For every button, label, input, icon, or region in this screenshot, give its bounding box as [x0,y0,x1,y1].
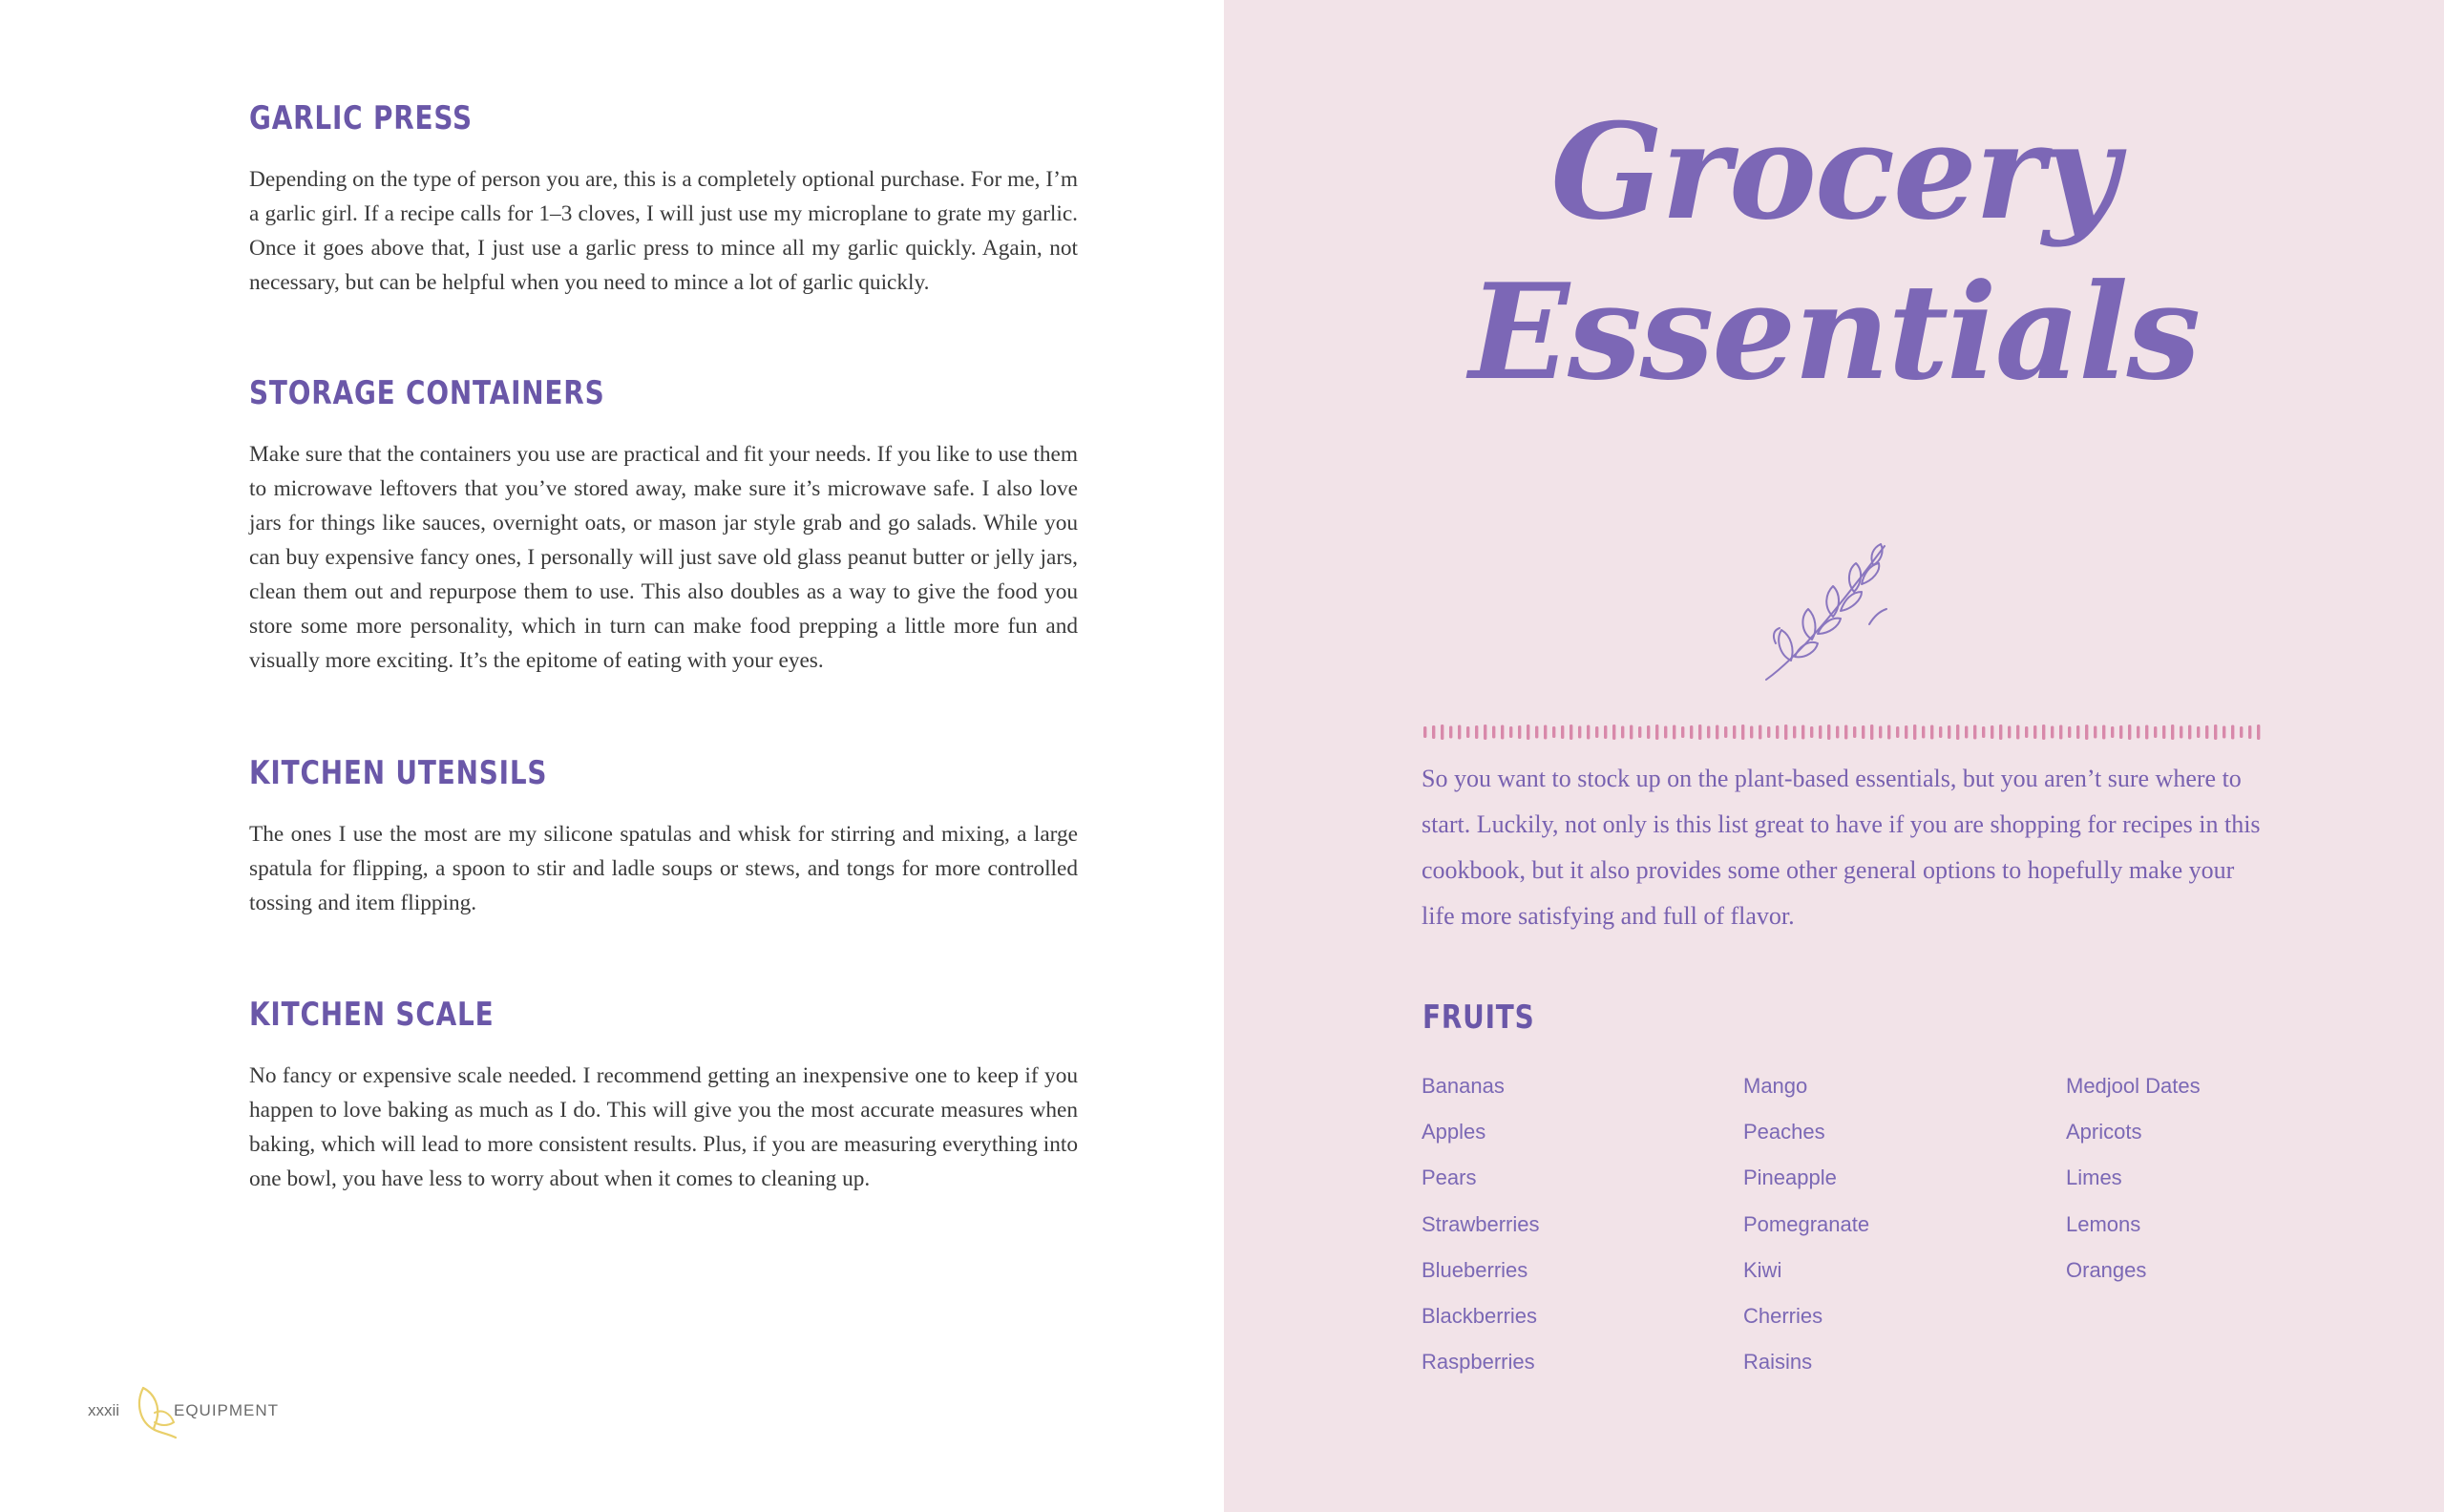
divider-dash [1862,725,1865,739]
divider-dash [1982,726,1985,738]
divider-dash [1827,724,1830,740]
divider-dash [1741,724,1744,740]
divider-dash [1630,725,1633,740]
divider-dash [1905,725,1907,739]
divider-dash [1484,724,1486,740]
divider-dash [1810,726,1813,738]
divider-dash [2257,724,2260,740]
divider-dash [2085,724,2088,740]
list-item: Raisins [1743,1350,1813,1375]
divider-dash [1922,726,1925,739]
list-item: Raspberries [1422,1350,1535,1375]
divider-dash [1578,726,1581,739]
divider-dash [1956,724,1959,740]
divider-dash [1733,725,1736,739]
list-item: Lemons [2066,1211,2141,1236]
divider-dash [2180,726,2182,739]
divider-dash [2033,725,2036,739]
divider-dash [2214,724,2217,740]
divider-dash [1793,726,1796,739]
divider-dash [1432,725,1435,739]
divider-dash [1965,726,1968,739]
leaf-sprig-icon [1762,540,1898,683]
divider-dash [1844,725,1847,740]
divider-dash [2111,726,2114,738]
divider-dash [1492,726,1495,739]
divider-dash [1595,726,1598,738]
divider-dash [2068,726,2071,738]
list-item: Pears [1422,1166,1477,1190]
divider-dash [2197,726,2200,738]
divider-dash [1638,726,1641,738]
list-item: Pineapple [1743,1166,1837,1190]
section-heading: STORAGE CONTAINERS [249,374,605,412]
divider-dash [1948,725,1950,739]
divider-dash [1724,726,1727,738]
list-item: Pomegranate [1743,1211,1870,1236]
divider-dash [2094,726,2096,739]
section-heading: GARLIC PRESS [249,99,473,137]
divider-dash [2076,725,2079,739]
divider-dash [1535,726,1538,739]
divider-dash [1587,725,1590,740]
divider-dash [1466,726,1469,738]
divider-dash [1870,724,1873,740]
divider-dash [1887,725,1890,740]
divider-dash [1707,726,1710,739]
fruit-list-col-2 [1743,1067,2030,1389]
list-item: Blueberries [1422,1257,1528,1282]
divider-dash [1801,725,1804,740]
divider-dash [1716,725,1718,740]
divider-dash [1999,724,2002,740]
divider-dash [1518,725,1521,739]
section-body: Depending on the type of person you are, this is a completely optional purchase. For me, I’m a garlic girl. If a recipe calls for 1–3 cloves, I will just use my microplane to grate my garlic. Once it goes above that, I just use a garlic press to mince all my garlic quickly. Again, not necessary, but can be helpful when you need to mince a lot of garlic quickly. [249,167,1078,295]
section-body: No fancy or expensive scale needed. I recommend getting an inexpensive one to keep if you happen to love baking as much as I do. This will give you the most accurate measures when baking, which will lead to more consistent results. Plus, if you are measuring everything into one bowl, you have less to worry about when it comes to cleaning up. [249,1063,1078,1191]
divider-dash [1690,725,1693,739]
divider-dash [2162,725,2165,739]
list-item: Bananas [1422,1074,1505,1098]
divider-dash [1698,724,1701,740]
divider-dash [1509,726,1512,738]
divider-dash [1449,726,1452,739]
list-item: Kiwi [1743,1257,1782,1282]
divider-dash [1767,726,1770,738]
divider-dash [2231,725,2234,740]
page-title-line2: Essentials [1468,254,2200,410]
divider-dash [1604,725,1607,739]
section-heading: KITCHEN UTENSILS [249,754,548,792]
divider-dash [1991,725,1993,739]
divider-dash [1423,726,1426,738]
list-item: Apricots [2066,1120,2142,1144]
divider-dash [1544,725,1547,740]
list-item: Medjool Dates [2066,1074,2201,1098]
divider-dash [2008,726,2011,739]
divider-dash [2102,725,2105,740]
divider-dash [2240,726,2243,738]
divider-dash [2059,725,2062,740]
divider-dash [1527,724,1529,740]
divider-dash [2025,726,2028,738]
divider-dash [1776,725,1779,739]
section-kitchen-scale [249,996,1078,1196]
divider-dash [1930,725,1933,740]
list-item: Peaches [1743,1120,1825,1144]
page-number: xxxii [88,1401,120,1419]
fruits-heading: FRUITS [1422,998,1535,1037]
divider-dash [1913,724,1916,740]
divider-dash [1561,725,1564,739]
divider-dash [1759,725,1761,740]
divider-dash [1501,725,1504,740]
divider-dash [2051,726,2054,739]
divider-dash [2188,725,2191,740]
divider-dash [2016,725,2019,740]
divider-dash [1664,726,1667,739]
list-item: Strawberries [1422,1211,1540,1236]
list-item: Apples [1422,1120,1486,1144]
divider-dash [1939,726,1942,738]
divider-dash [1475,725,1478,739]
divider-dash [1441,724,1443,740]
divider-dash [1570,724,1572,740]
divider-dash [1673,725,1675,740]
divider-dash [2205,725,2208,739]
divider-dash [2119,725,2122,739]
section-kitchen-utensils [249,754,1078,920]
divider-dash [2145,725,2148,740]
divider-dash [1552,726,1555,738]
section-heading: KITCHEN SCALE [249,996,495,1034]
divider-dash [2154,726,2157,738]
pink-dash-divider [1421,724,2266,741]
divider-dash [1853,726,1856,738]
list-item: Blackberries [1422,1303,1538,1328]
section-storage-containers [249,374,1078,678]
section-body: The ones I use the most are my silicone spatulas and whisk for stirring and mixing, a large spatula for flipping, a spoon to stir and ladle soups or stews, and tongs for more controlled tossing and item flipping. [249,822,1078,915]
divider-dash [1784,724,1787,740]
divider-dash [1458,725,1461,740]
divider-dash [1681,726,1684,738]
fruit-list-col-1 [1422,1067,1708,1389]
divider-dash [1647,725,1650,739]
list-item: Mango [1743,1074,1808,1098]
divider-dash [1655,724,1658,740]
list-item: Oranges [2066,1257,2147,1282]
divider-dash [1879,726,1882,739]
fruit-list-col-3 [2066,1067,2352,1297]
divider-dash [2128,724,2131,740]
divider-dash [2248,725,2251,739]
section-label: EQUIPMENT [174,1401,280,1419]
divider-dash [2042,724,2045,740]
section-garlic-press [249,99,1078,300]
list-item: Limes [2066,1166,2122,1190]
divider-dash [1896,726,1899,738]
divider-dash [2223,726,2225,739]
page-title-line1: Grocery [1550,94,2117,249]
divider-dash [2171,724,2174,740]
divider-dash [1973,725,1976,740]
divider-dash [1612,724,1615,740]
divider-dash [1836,726,1839,739]
intro-paragraph: So you want to stock up on the plant-based essentials, but you aren’t sure where to start. Luckily, not only is this list great to have if you are shopping for recipes in this cookbook, but it also provides some other general options to hopefully make your life more satisfying and full of flavor. [1422,765,2261,930]
divider-dash [2137,726,2139,739]
divider-dash [1750,726,1753,739]
divider-dash [1819,725,1822,739]
divider-dash [1621,726,1624,739]
list-item: Cherries [1743,1303,1823,1328]
section-body: Make sure that the containers you use are practical and fit your needs. If you like to use them to microwave leftovers that you’ve stored away, make sure it’s microwave safe. I also love jars for things like sauces, overnight oats, or mason jar style grab and go salads. While you can buy expensive fancy ones, I personally will just save old glass peanut butter or jelly jars, clean them out and repurpose them to use. This also doubles as a way to give the food you store some more personality, which in turn can make food prepping a little more fun and visually more exciting. It’s the epitome of eating with your eyes. [249,442,1078,673]
